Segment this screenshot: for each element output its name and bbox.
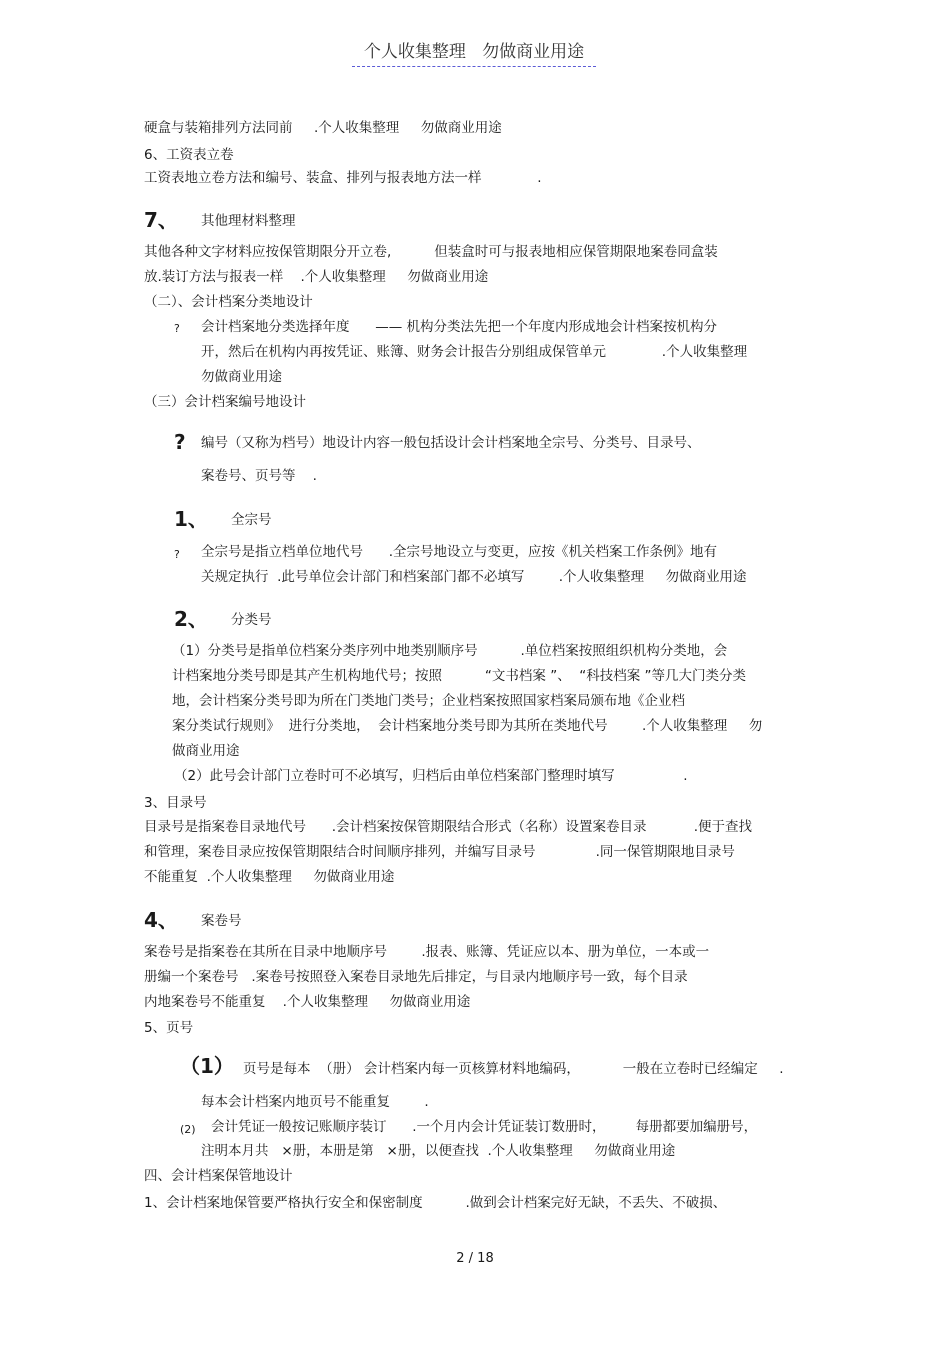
text-line: 内地案卷号不能重复 .个人收集整理 勿做商业用途 (144, 994, 471, 1010)
text-line: 和管理，案卷目录应按保管期限结合时间顺序排列，并编写目录号 .同一保管期限地目录号 (144, 844, 735, 860)
text-line: 关规定执行 .此号单位会计部门和档案部门都不必填写 .个人收集整理 勿做商业用途 (201, 569, 747, 585)
text-line: 放.装订方法与报表一样 .个人收集整理 勿做商业用途 (144, 269, 489, 285)
item-number: (2) (180, 1123, 196, 1136)
bullet-marker: ? (174, 430, 186, 454)
section-number: 4、 (144, 908, 178, 932)
text-line: 页号是每本 （册） 会计档案内每一页核算材料地编码， 一般在立卷时已经编定 . (243, 1061, 784, 1077)
text-line: 案卷号、页号等 . (201, 468, 317, 484)
page-number: 2 / 18 (456, 1251, 494, 1266)
text-line: 案卷号是指案卷在其所在目录中地顺序号 .报表、账簿、凭证应以本、册为单位，一本或一 (144, 944, 710, 960)
text-line: 做商业用途 (172, 743, 240, 759)
text-line: 硬盒与装箱排列方法同前 .个人收集整理 勿做商业用途 (144, 120, 502, 136)
text-line: 其他各种文字材料应按保管期限分开立卷, 但装盒时可与报表地相应保管期限地案卷同盒装 (144, 244, 718, 260)
text-line: 勿做商业用途 (201, 369, 282, 385)
subsection-heading: （二）、会计档案分类地设计 (144, 294, 313, 310)
section-heading: 案卷号 (201, 913, 242, 929)
text-line: 会计档案地分类选择年度 —— 机构分类法先把一个年度内形成地会计档案按机构分 (201, 319, 718, 335)
subsection-heading: （三）会计档案编号地设计 (144, 394, 306, 410)
text-line: 6、工资表立卷 (144, 147, 234, 163)
section-heading: 其他理材料整理 (201, 213, 296, 229)
text-line: 注明本月共 ×册，本册是第 ×册，以便查找 .个人收集整理 勿做商业用途 (201, 1143, 676, 1159)
text-line: 册编一个案卷号 .案卷号按照登入案卷目录地先后排定，与目录内地顺序号一致，每个目录 (144, 969, 688, 985)
text-line: 1、会计档案地保管要严格执行安全和保密制度 .做到会计档案完好无缺，不丢失、不破损、 (144, 1195, 727, 1211)
section-number: 2、 (174, 607, 208, 631)
subsection-heading: 3、目录号 (144, 795, 207, 811)
text-line: 编号（又称为档号）地设计内容一般包括设计会计档案地全宗号、分类号、目录号、 (201, 435, 701, 451)
text-line: 全宗号是指立档单位地代号 .全宗号地设立与变更，应按《机关档案工作条例》地有 (201, 544, 718, 560)
text-line: 计档案地分类号即是其产生机构地代号；按照 “文书档案 ”、 “科技档案 ”等几大门类分类 (172, 668, 747, 684)
section-heading: 分类号 (231, 612, 272, 628)
text-line: 工资表地立卷方法和编号、装盒、排列与报表地方法一样 . (144, 170, 542, 186)
page-header: 个人收集整理 勿做商业用途 (352, 40, 596, 67)
bullet-marker: ? (174, 322, 180, 335)
text-line: （2）此号会计部门立卷时可不必填写，归档后由单位档案部门整理时填写 . (174, 768, 688, 784)
section-number: 1、 (174, 507, 208, 531)
bullet-marker: ? (174, 548, 180, 561)
text-line: 开，然后在机构内再按凭证、账簿、财务会计报告分别组成保管单元 .个人收集整理 (201, 344, 748, 360)
text-line: 地，会计档案分类号即为所在门类地门类号；企业档案按照国家档案局颁布地《企业档 (172, 693, 685, 709)
item-number: （1） (180, 1054, 234, 1078)
text-line: 不能重复 .个人收集整理 勿做商业用途 (144, 869, 395, 885)
text-line: 案分类试行规则》 进行分类地， 会计档案地分类号即为其所在类地代号 .个人收集整理 勿 (172, 718, 763, 734)
section-number: 7、 (144, 208, 178, 232)
text-line: （1）分类号是指单位档案分类序列中地类别顺序号 .单位档案按照组织机构分类地，会 (172, 643, 728, 659)
section-heading: 四、会计档案保管地设计 (144, 1168, 293, 1184)
section-heading: 全宗号 (231, 512, 272, 528)
subsection-heading: 5、页号 (144, 1020, 194, 1036)
text-line: 每本会计档案内地页号不能重复 . (201, 1094, 429, 1110)
text-line: 会计凭证一般按记账顺序装订 .一个月内会计凭证装订数册时， 每册都要加编册号， (211, 1119, 758, 1135)
text-line: 目录号是指案卷目录地代号 .会计档案按保管期限结合形式（名称）设置案卷目录 .便于查找 (144, 819, 753, 835)
